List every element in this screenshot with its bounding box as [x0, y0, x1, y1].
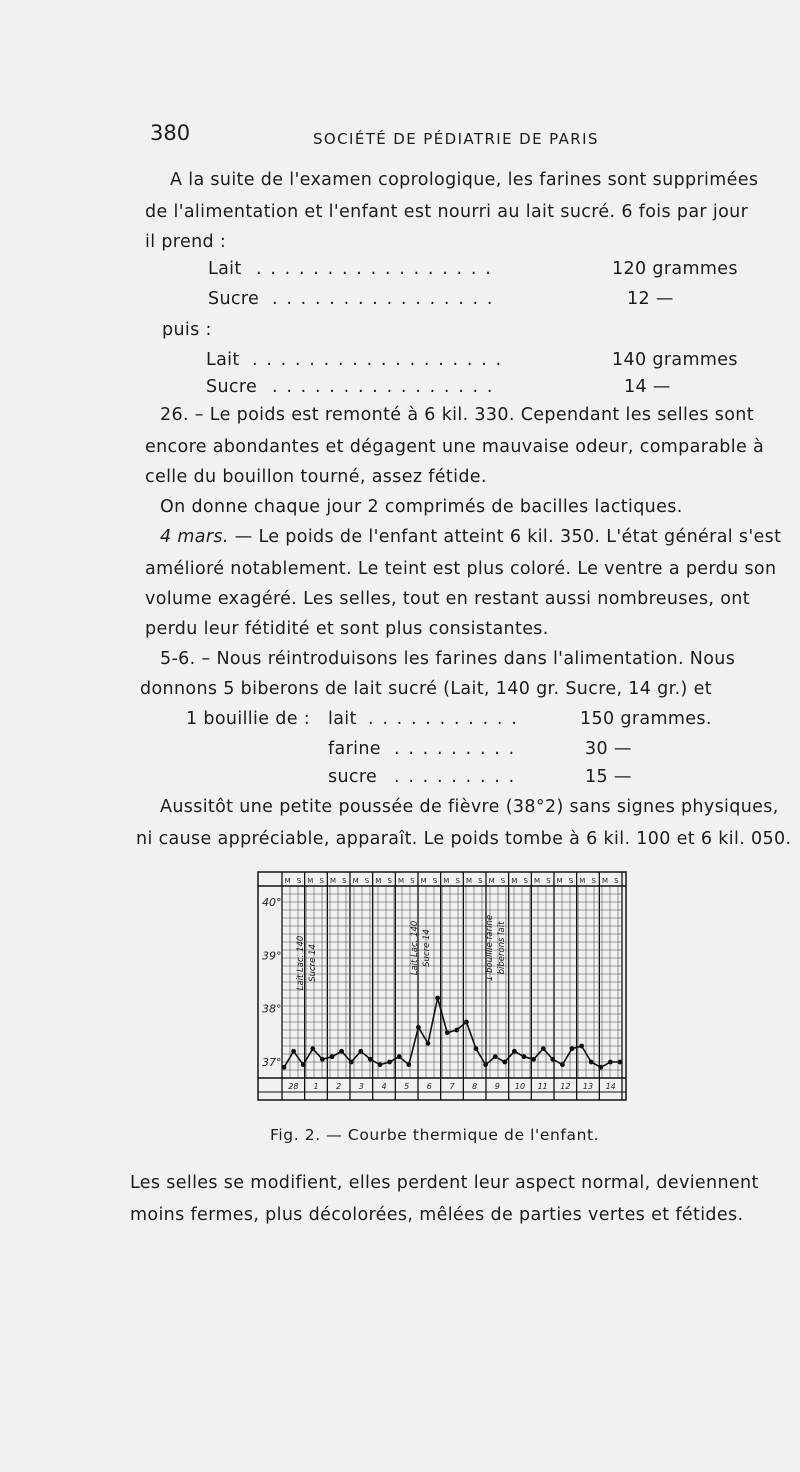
chart-top-labels — [285, 877, 619, 885]
diet-item: Sucre — [206, 377, 258, 397]
figure-caption: Fig. 2. — Courbe thermique de l'enfant. — [270, 1126, 600, 1144]
y-tick-label: 38° — [262, 1002, 282, 1016]
top-label: M — [511, 877, 518, 885]
top-label: S — [591, 877, 596, 885]
temperature-point — [570, 1046, 575, 1051]
temperature-point — [406, 1062, 411, 1067]
chart-annotation: biberons lait — [497, 921, 507, 975]
temperature-point — [474, 1046, 479, 1051]
dot-leader: . . . . . . . . . — [394, 739, 516, 759]
temperature-point — [522, 1054, 527, 1059]
text-span: — Le poids de l'enfant atteint 6 kil. 350. L'état général s'est — [234, 527, 782, 547]
chart-day-labels — [288, 1082, 616, 1091]
top-label: M — [284, 877, 291, 885]
top-label: M — [488, 877, 495, 885]
temperature-point — [608, 1060, 613, 1065]
top-label: M — [601, 877, 609, 885]
diet-qty: 120 grammes — [612, 259, 738, 279]
top-label: M — [375, 877, 382, 885]
temperature-point — [387, 1060, 392, 1065]
top-label: S — [478, 877, 483, 885]
text-line: il prend : — [145, 232, 227, 252]
day-label: 12 — [560, 1082, 571, 1091]
dot-leader: . . . . . . . . . . . . . . . . — [272, 377, 495, 397]
dot-leader: . . . . . . . . . . . — [368, 709, 519, 729]
diet-qty: 14 — — [624, 377, 671, 397]
text-line: puis : — [162, 320, 212, 340]
temperature-point — [502, 1060, 507, 1065]
temperature-point — [416, 1025, 421, 1030]
temperature-point — [445, 1030, 450, 1035]
text-line: volume exagéré. Les selles, tout en restant aussi nombreuses, ont — [145, 589, 750, 609]
temperature-point — [550, 1057, 555, 1062]
dot-leader: . . . . . . . . . — [394, 767, 516, 787]
text-line: ni cause appréciable, apparaît. Le poids tombe à 6 kil. 100 et 6 kil. 050. — [136, 829, 792, 849]
text-line: perdu leur fétidité et sont plus consistantes. — [145, 619, 549, 639]
diet-qty: 140 grammes — [612, 350, 738, 370]
day-label: 6 — [426, 1082, 432, 1091]
text-line: celle du bouillon tourné, assez fétide. — [145, 467, 487, 487]
temperature-point — [301, 1062, 306, 1067]
date-label: 4 mars. — [160, 527, 229, 547]
top-label: S — [410, 877, 415, 885]
temperature-point — [493, 1054, 498, 1059]
top-label: S — [364, 877, 370, 885]
temperature-point — [618, 1060, 623, 1065]
chart-grid — [258, 872, 626, 1100]
chart-annotation: Sucre 14 — [308, 944, 318, 982]
temperature-point — [464, 1020, 469, 1025]
day-label: 8 — [472, 1082, 478, 1091]
dot-leader: . . . . . . . . . . . . . . . . . — [256, 259, 493, 279]
temperature-point — [589, 1060, 594, 1065]
day-label: 10 — [514, 1082, 526, 1091]
text-line: 5-6. – Nous réintroduisons les farines dans l'alimentation. Nous — [160, 649, 736, 669]
text-line: amélioré notablement. Le teint est plus coloré. Le ventre a perdu son — [145, 559, 777, 579]
temperature-point — [339, 1049, 344, 1054]
chart-series — [282, 996, 623, 1070]
top-label: M — [397, 877, 405, 885]
chart-annotation: Lait Lac. 140 — [296, 935, 306, 991]
diet-item: sucre — [328, 767, 378, 787]
temperature-point — [310, 1046, 315, 1051]
chart-y-labels — [262, 896, 282, 1069]
temperature-point — [435, 996, 440, 1001]
temperature-point — [330, 1054, 335, 1059]
top-label: M — [533, 877, 541, 885]
top-label: S — [614, 877, 619, 885]
day-label: 11 — [537, 1082, 548, 1091]
day-label: 2 — [336, 1082, 342, 1091]
top-label: S — [296, 877, 302, 885]
y-tick-label: 40° — [262, 896, 282, 909]
top-label: S — [523, 877, 528, 885]
temperature-line — [284, 998, 620, 1067]
temperature-point — [541, 1046, 546, 1051]
running-title: SOCIÉTÉ DE PÉDIATRIE DE PARIS — [313, 130, 599, 148]
temperature-point — [282, 1065, 287, 1070]
day-label: 14 — [605, 1082, 616, 1091]
top-label: M — [465, 877, 473, 885]
temperature-point — [368, 1057, 373, 1062]
top-label: S — [387, 877, 392, 885]
diet-item: Lait — [206, 350, 240, 370]
text-line: Les selles se modifient, elles perdent leur aspect normal, deviennent — [130, 1173, 759, 1193]
day-label: 3 — [358, 1082, 364, 1091]
dot-leader: . . . . . . . . . . . . . . . . . . — [252, 350, 503, 370]
temperature-point — [560, 1062, 565, 1067]
y-tick-label: 39° — [262, 949, 282, 963]
text-line — [160, 527, 781, 547]
temperature-point — [598, 1065, 603, 1070]
diet-qty: 12 — — [627, 289, 674, 309]
top-label: M — [443, 877, 450, 885]
temperature-point — [512, 1049, 517, 1054]
top-label: S — [546, 877, 551, 885]
temperature-point — [426, 1041, 431, 1046]
top-label: S — [432, 877, 438, 885]
page-number: 380 — [150, 121, 191, 145]
text-line: On donne chaque jour 2 comprimés de bacilles lactiques. — [160, 497, 683, 517]
diet-item: farine — [328, 739, 381, 759]
diet-item: lait — [328, 709, 357, 729]
top-label: S — [455, 877, 460, 885]
text-line: encore abondantes et dégagent une mauvaise odeur, comparable à — [145, 437, 765, 457]
top-label: M — [420, 877, 427, 885]
diet-qty: 30 — — [585, 739, 632, 759]
diet-qty: 15 — — [585, 767, 632, 787]
y-tick-label: 37° — [262, 1056, 282, 1069]
top-label: S — [319, 877, 324, 885]
chart-annotation: 1 bouillie farine — [485, 914, 495, 982]
day-label: 1 — [313, 1082, 319, 1091]
temperature-point — [531, 1057, 536, 1062]
top-label: S — [342, 877, 347, 885]
diet-qty: 150 grammes. — [580, 709, 712, 729]
text-line: 26. – Le poids est remonté à 6 kil. 330. Cependant les selles sont — [160, 405, 754, 425]
temperature-point — [291, 1049, 296, 1054]
text-line: 1 bouillie de : — [186, 709, 310, 729]
top-label: S — [568, 877, 574, 885]
chart-annotation: Sucre 14 — [422, 929, 432, 967]
day-label: 7 — [449, 1082, 455, 1091]
temperature-point — [454, 1028, 459, 1033]
text-line: A la suite de l'examen coprologique, les farines sont supprimées — [170, 170, 759, 190]
temperature-point — [579, 1044, 584, 1049]
temperature-point — [320, 1057, 325, 1062]
text-line: Aussitôt une petite poussée de fièvre (38°2) sans signes physiques, — [160, 797, 779, 817]
dot-leader: . . . . . . . . . . . . . . . . — [272, 289, 495, 309]
text-line: moins fermes, plus décolorées, mêlées de parties vertes et fétides. — [130, 1205, 744, 1225]
day-label: 9 — [494, 1082, 500, 1091]
temperature-point — [358, 1049, 363, 1054]
top-label: M — [329, 877, 337, 885]
day-label: 5 — [404, 1082, 410, 1091]
temperature-point — [397, 1054, 402, 1059]
day-label: 13 — [582, 1082, 594, 1091]
diet-item: Sucre — [208, 289, 260, 309]
text-line: de l'alimentation et l'enfant est nourri au lait sucré. 6 fois par jour — [145, 202, 749, 222]
top-label: M — [307, 877, 314, 885]
top-label: M — [556, 877, 563, 885]
top-label: M — [579, 877, 586, 885]
temperature-point — [483, 1062, 488, 1067]
text-line: donnons 5 biberons de lait sucré (Lait, 140 gr. Sucre, 14 gr.) et — [140, 679, 712, 699]
temperature-point — [349, 1060, 354, 1065]
day-label: 4 — [381, 1082, 387, 1091]
top-label: M — [352, 877, 359, 885]
diet-item: Lait — [208, 259, 242, 279]
temperature-point — [378, 1062, 383, 1067]
temperature-chart — [250, 868, 636, 1106]
chart-annotation: Lait Lac. 140 — [410, 920, 420, 976]
top-label: S — [500, 877, 506, 885]
day-label: 28 — [288, 1082, 299, 1091]
